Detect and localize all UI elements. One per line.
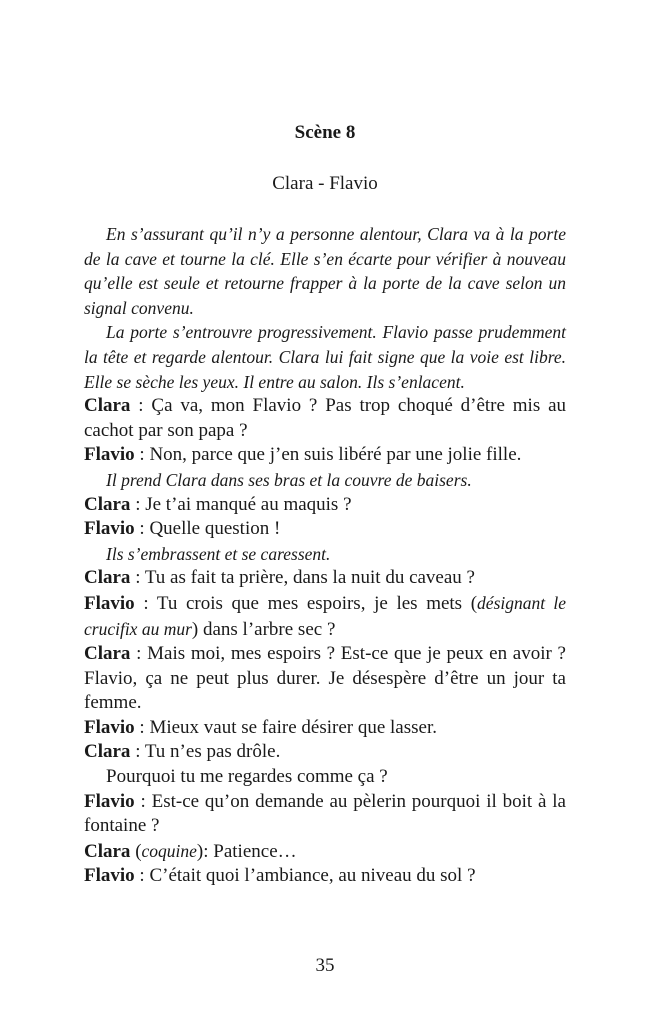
dialogue-text: : Non, parce que j’en suis libéré par une jolie fille. bbox=[134, 444, 522, 466]
speaker-name: Clara bbox=[84, 395, 131, 417]
dialogue-text: : C’était quoi l’ambiance, au niveau du sol ? bbox=[134, 865, 476, 887]
dialogue-line bbox=[84, 839, 566, 865]
dialogue-line bbox=[84, 740, 566, 765]
speaker-name: Clara bbox=[84, 840, 131, 862]
speaker-name: Clara bbox=[84, 493, 131, 515]
dialogue-text: : Tu as fait ta prière, dans la nuit du caveau ? bbox=[130, 567, 475, 589]
speaker-name: Flavio bbox=[84, 790, 135, 812]
dialogue-text: : Tu n’es pas drôle. bbox=[130, 741, 281, 763]
dialogue-text: ): Patience… bbox=[196, 840, 297, 862]
dialogue-text: : Je t’ai manqué au maquis ? bbox=[130, 493, 352, 515]
speaker-name: Clara bbox=[84, 741, 131, 763]
stage-direction: Il prend Clara dans ses bras et la couvre de baisers. bbox=[106, 469, 472, 490]
page-number: 35 bbox=[315, 955, 335, 976]
dialogue-continuation: Pourquoi tu me regardes comme ça ? bbox=[106, 766, 388, 788]
dialogue-text: : Est-ce qu’on demande au pèlerin pourquoi il boit à la fontaine ? bbox=[84, 790, 566, 837]
stage-direction: En s’assurant qu’il n’y a personne alentour, Clara va à la porte de la cave et tourne la clé. Elle s’en écarte pour vérifier à nouveau qu’elle est seule et retourne frapper à la porte de la cave selon un signal convenu. bbox=[84, 224, 566, 318]
dialogue-line bbox=[84, 716, 566, 741]
speaker-name: Flavio bbox=[84, 444, 135, 466]
speaker-name: Flavio bbox=[84, 865, 135, 887]
speaker-name: Clara bbox=[84, 643, 131, 665]
inline-stage-direction: coquine bbox=[141, 840, 197, 861]
speaker-name: Clara bbox=[84, 567, 131, 589]
dialogue-text: : Quelle question ! bbox=[134, 518, 281, 540]
scene-title: Scène 8 bbox=[294, 122, 356, 143]
dialogue-text: : Tu crois que mes espoirs, je les mets ( bbox=[134, 592, 478, 614]
stage-direction: Ils s’embrassent et se caressent. bbox=[106, 543, 331, 564]
dialogue-line bbox=[84, 790, 566, 839]
dialogue-line bbox=[84, 493, 566, 518]
speaker-name: Flavio bbox=[84, 592, 135, 614]
dialogue-line bbox=[84, 517, 566, 542]
dialogue-line bbox=[84, 864, 566, 889]
speaker-name: Flavio bbox=[84, 716, 135, 738]
dialogue-line bbox=[84, 642, 566, 716]
stage-direction: La porte s’entrouvre progressivement. Flavio passe prudemment la tête et regarde alentour. Clara lui fait signe que la voie est libre. Elle se sèche les yeux. Il entre au salon. Ils s’enlacent. bbox=[84, 322, 566, 392]
dialogue-text: ) dans l’arbre sec ? bbox=[191, 618, 336, 640]
dialogue-text: : Ça va, mon Flavio ? Pas trop choqué d’être mis au cachot par son papa ? bbox=[84, 395, 566, 441]
dialogue-line bbox=[84, 566, 566, 591]
dialogue-line bbox=[84, 443, 566, 468]
scene-body bbox=[84, 222, 566, 889]
book-page bbox=[84, 0, 566, 1036]
dialogue-line bbox=[84, 394, 566, 443]
inline-stage-direction: désignant le crucifix au mur bbox=[84, 592, 566, 639]
dialogue-text: : Mais moi, mes espoirs ? Est-ce que je peux en avoir ? Flavio, ça ne peut plus durer. Je désespère d’être un jour ta femme. bbox=[84, 643, 566, 714]
speaker-name: Flavio bbox=[84, 518, 135, 540]
scene-characters: Clara - Flavio bbox=[272, 173, 378, 194]
dialogue-text: ( bbox=[130, 840, 142, 862]
dialogue-line bbox=[84, 591, 566, 642]
dialogue-text: : Mieux vaut se faire désirer que lasser. bbox=[134, 716, 437, 738]
